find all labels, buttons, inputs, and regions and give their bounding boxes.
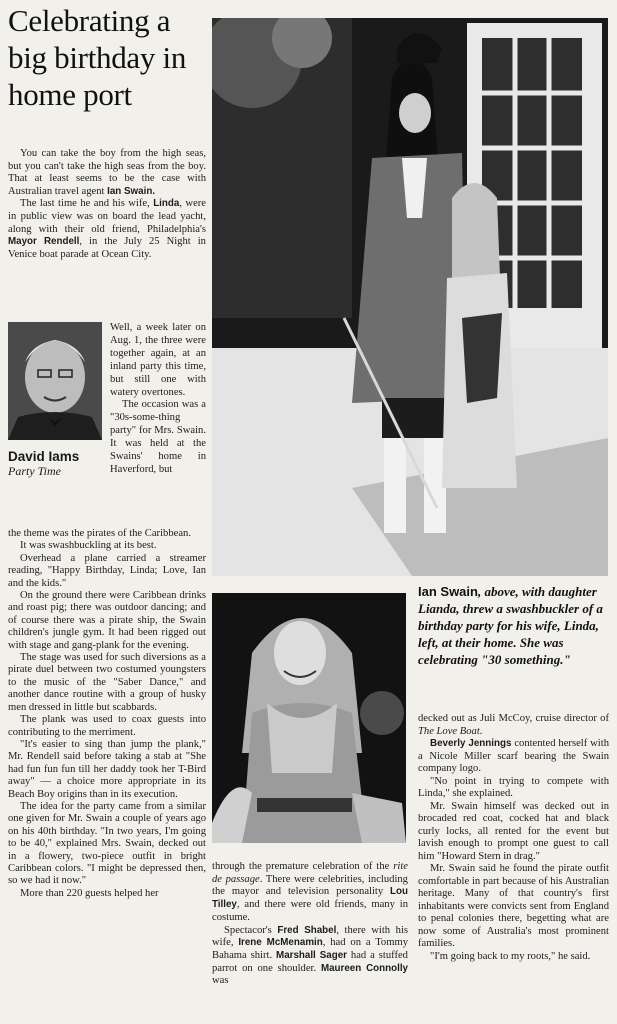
- headline: Celebrating a big birthday in home port: [8, 3, 187, 112]
- linda-photo: [212, 593, 406, 843]
- column-2: [212, 861, 408, 988]
- paragraph: "It's easier to sing than jump the plank," Mr. Rendell said before taking a stab at "She had fun fun fun till her daddy took her T-Bird away" — a choice more appropriate in its Beach Boy origins than in its execution.: [8, 738, 206, 800]
- paragraph: The idea for the party came from a similar one given for Mr. Swain a couple of years ago on his 40th birthday. "In two years, I'm going to be 40," explained Mrs. Swain, decked out in a flowery, two-piece outfit in bright Caribbean colors. "I might be depressed then, so we had it now.": [8, 800, 206, 887]
- paragraph: "I'm going back to my roots," he said.: [430, 950, 591, 962]
- byline-name: David Iams: [8, 449, 80, 464]
- paragraph: Beverly Jennings contented herself with a Nicole Miller scarf bearing the Swain company logo.: [418, 738, 609, 774]
- paragraph: Spectacor's Fred Shabel, there with his wife, Irene McMenamin, had on a Tommy Bahama shirt. Marshall Sager had a stuffed parrot on one shoulder. Maureen Connolly was: [212, 924, 409, 987]
- paragraph: The plank was used to coax guests into contributing to the merriment.: [8, 714, 206, 738]
- paragraph: The stage was used for such diversions as a pirate duel between two costumed youngsters to the music of the "Saber Dance," and another dance routine with a group of husky men dressed in little but scabbards.: [8, 652, 206, 713]
- paragraph: It was swashbuckling at its best.: [20, 540, 157, 552]
- column-3: [418, 713, 609, 963]
- paragraph: The occasion was a "30s-some-thing party" for Mrs. Swain. It was held at the Swains' home in Haverford, but: [110, 399, 206, 475]
- paragraph: Overhead a plane carried a streamer reading, "Happy Birthday, Linda; Love, Ian and the kids.": [8, 552, 206, 589]
- column-1-top: [8, 148, 206, 261]
- paragraph: the theme was the pirates of the Caribbean.: [8, 528, 191, 539]
- paragraph: Mr. Swain himself was decked out in brocaded red coat, cocked hat and black curly locks, all rented for the event but lavish enough to prompt one guest to call him "Howard Stern in drag.": [418, 800, 609, 862]
- paragraph: Well, a week later on Aug. 1, the three were together again, at an inland party this time, but still one with watery overtones.: [110, 322, 206, 398]
- paragraph: through the premature celebration of the rite de passage. There were celebrities, including the mayor and television personality Lou Tilley, and there were old friends, many in costume.: [212, 861, 408, 923]
- paragraph: On the ground there were Caribbean drinks and roast pig; there was outdoor dancing; and of course there was a pirate ship, the Swain children's jungle gym. It had been rigged out with stage and gang-plank for the evening.: [8, 590, 206, 651]
- paragraph: The last time he and his wife, Linda, were in public view was on board the lead yacht, along with their old friend, Philadelphia's Mayor Rendell, in the July 25 Night in Venice boat parade at Ocean City.: [8, 198, 206, 260]
- byline: [8, 449, 108, 479]
- paragraph: decked out as Juli McCoy, cruise director of The Love Boat.: [418, 713, 609, 737]
- photo-caption: [418, 583, 608, 668]
- paragraph: "No point in trying to compete with Linda," she explained.: [418, 775, 609, 799]
- author-photo: [8, 322, 102, 440]
- caption-name: Ian Swain: [418, 584, 478, 599]
- paragraph: Mr. Swain said he found the pirate outfit comfortable in part because of his Australian heritage. Many of that country's first inhabitants were convicts sent from England to penal colonies there, begetting what are now some of Australia's most prominent families.: [418, 863, 609, 949]
- main-photo: [212, 18, 608, 576]
- paragraph: More than 220 guests helped her: [20, 887, 159, 899]
- caption-text: , above, with daughter Lianda, threw a swashbuckler of a birthday party for his wife, Linda, left, at their home. She was celebrating "30 something.": [418, 584, 603, 667]
- paragraph: You can take the boy from the high seas, but you can't take the high seas from the boy. That at least seems to be the case with Australian travel agent Ian Swain.: [8, 148, 206, 197]
- byline-column: Party Time: [8, 464, 61, 478]
- column-1-wrap: [110, 322, 206, 477]
- column-1-bottom: [8, 528, 206, 900]
